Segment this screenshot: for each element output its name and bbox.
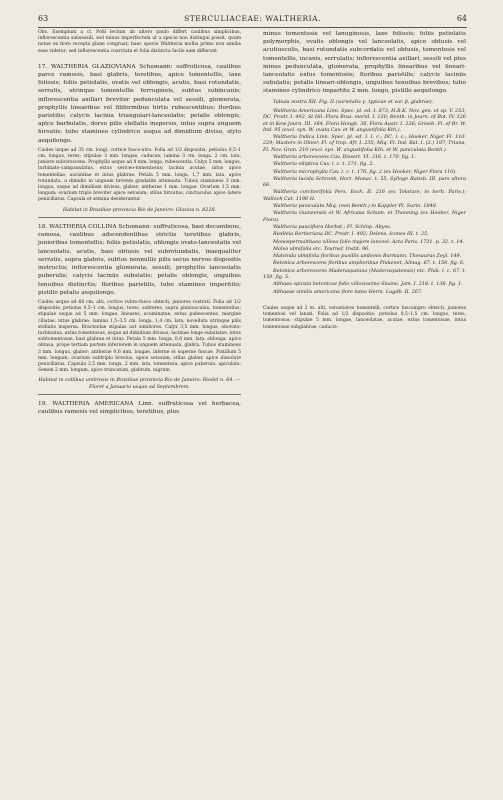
- synonymy-list: [263, 108, 466, 295]
- species-17-habitat: Habitat in Brasiliae provincia Rio de Janeiro: Glaziou n. 8228.: [62, 206, 217, 213]
- page-number-left: 63: [38, 14, 49, 23]
- synonym-entry: Waltheria paniculata Miq. (non Benth.) in Kappler Pl. Surin. 1848.: [273, 203, 438, 210]
- section-divider: [38, 394, 241, 395]
- synonym-entry: Waltheria corchorifolia Pers. Esch. II. 216 (ex Teloture, in herb. Paris.); Walloch Cat. 1196 H.: [263, 189, 466, 202]
- species-19-diagnosis: 19. WALTHERIA AMERICANA Linn. suffruticosa vel herbacea, caulibus ramosis vel simplicibus, teretibus, plus: [38, 401, 241, 416]
- running-title: STERCULIACEAE: WALTHERIA.: [184, 14, 321, 23]
- species-18-diagnosis: 18. WALTHERIA COLLINA Schumann: suffruticosa, basi decumbens, ramosa, caulibus adscendentibus strictis teretibus glabris, junioribus tomentellis; foliis petiolatis, oblongis ovato-lanceolatis vel lanceolatis, acutis, basi obtusis vel subrotundatis, inaequaliter serratis, supra glabris, subtus nonnullis pilis secus nervos dispositis instructis; inflorescentia glomerata, sessili, prophyllis lanceolatis puberulis; calycis laciniis subulatis; petalis oblongis, unguibus tenuibus distinctis; floribus paristilis, tubo stamineo imperitito; pistillo petalis aequilongo.: [38, 224, 241, 296]
- synonym-entry: Althaea spicata betonicae folio villosissimo Sloane, Jam. I. 218. t. 138. fig. 1.: [273, 281, 463, 288]
- synonym-entry: Waltheria Guineensis et W. Africana Schum. et Thonning (ex Hooker, Niger Flora).: [263, 210, 466, 223]
- synonym-entry: Althaeae similis americana flore luteo Herm. Lugdb. II. 267.: [273, 288, 423, 295]
- synonym-entry: Waltheria pauciflora Horbst.; Fl. Schinp. Abyss.: [273, 223, 392, 230]
- species-19-diagnosis-cont: minus tomentosis vel lanuginosis, laxe foliosis; foliis petiolatis polymorphis, ovatis oblongis vel lanceolatis, apice obtusis vel acutiusculis, basi rotundatis subcordatis vel obtusis, tomentosis vel tomentellis, incanis, serrulatis; inflorescentia axillari, sessili vel plus minus pedunculata, glomerata, prophyllis linearibus vel lineari-lanceolatis extus tomentosis; floribus paristilis; calycis laciniis subulatis; petalis lineari-oblongis, unguibus tenuibus brevibus; tubo stamineo cylindrico impartito 2 mm. longo, pistillo aequilongo.: [263, 31, 466, 95]
- species-19-description: Caules usque ad 2 m. alti, vetustiores tomentelli, cortice fuscoingro obtecti, juniores tomentosi vel lanati. Folia ad 1/2 dispositis; petiolus 0,5–1,5 cm. longus, teres, tomentosus; stipulae 5 mm. longae, lanceolatae, acutae, extus tomentosae, intus tomentosae subglabrae, caducis-: [263, 305, 466, 330]
- synonym-entry: Waltheria Americana Linn. Spec. pl. ed. I. 673; H.B.K. Nov. gen. et sp. V. 253; DC. Prodr. I. 492; St Hil. Flora Bras. merid. I. 120; Benth. in Journ. of Bot. IV. 126 et in Kew Journ. III. 164, Flora Hongk. 38, Flora Austr. I. 226; Griseb. Fl. of Br. W. Ind. 95 (excl. syn. W. ovata Cav. et W. angustifolia Kth.).: [263, 107, 466, 133]
- synonym-entry: Riedleia Bertieriana DC. Prodr. I. 492; Delens. Icones III. t. 25.: [273, 231, 429, 238]
- right-column: [263, 30, 466, 334]
- synonym-entry: Waltheria Indica Linn. Spec. pl. ed. I. I. c.; DC. l. c.; Hooker, Niger Fl. 110. 229; Masters in Oliver, Fl. of trop. Afr. I. 235; Miq. Fl. Ind. Bat. I. (2.) 187; Triana, Fl. Nov. Gran. 210 (excl. syn. W. angustifolia Kth. et W. paniculata Benth.).: [263, 134, 466, 153]
- species-17-diagnosis: 17. WALTHERIA GLAZIOVIANA Schumann: suffruticosa, caulibus parce ramosis, basi glabris, teretibus, apice tomentellis, laxe foliosis; foliis petiolatis, ovatis vel oblongis, acutis, basi rotundatis, serratis, utrinque tomentellis ferrugineis, subtus subincanis; inflorescentia axillari breviter pedunculata vel sessili, glomerata, prophyllis linearibus vel filiformibus hirtis rubescentibus; floribus paristilis; calycis lacinia triangulari-lanceolatis; petalis oblongis, apice barbulatis, dorso pilis stellatis inspersis, intus supra unguem hirsutis; tubo stamineo cylindrico usque ad dimidium diviso, stylo aequilongo.: [38, 63, 241, 144]
- header-rule: [38, 27, 467, 28]
- synonym-entry: Betonica arborescens floribus amplioribus Plukenet, Almag. 67. t. 150. fig. 6.: [273, 260, 465, 267]
- running-header: [38, 12, 467, 26]
- plate-reference: Tabula nostra XII. Fig. II (varietatis γ. typicae et var. β. glabrae).: [273, 98, 434, 105]
- observation-note: Obs. Exemplum a cl. Pohl lectum ab altero paulo differt caulibus simplicibus, inflorescentia subsessili, sed minus imperfectum ut a specie non distingui possit, quum notae ex flore recepta plane congruat; haec specie Waltheria mollis primo non similis esse videtur; sed inflorescentia coarctata et folia distincta facile eam differunt.: [38, 30, 241, 54]
- species-18-habitat: Habitat in collibus umbrosis in Brasiliae provincia Rio de Janeiro: Riedel n. 64. — Floret a Januario usque ad Septembrem.: [38, 377, 241, 390]
- synonym-entry: Waltheria lucida Schrank, Hort. Monac. t. 55, Sylloge Ratisb. III. pars altera 66.: [263, 175, 466, 189]
- species-17-description: Caules usque ad 35 cm. longi, cortice fusco-atro. Folia ad 1/2 dispositis; petiolus 0,5–1 cm. longus, teres; stipulae 3 mm. longae, caducae; lamina 3 cm. longa, 2 cm. lata, juniore subvirescens. Prophylla usque ad 8 mm. longa, rubescentia. Calyx 5 mm. longus, turbinato-campanulatus, extus sericeo-tomentosus; lacinia acutae, intus apice tomentellae, aurantiae et intus glabrae. Petala 5 mm. longa, 1,7 mm. lata, apice rotundata, a dimidio in unguem brevem gradatim attenuata. Tubus stamineus 3 mm. longus, usque ad dimidium divisus, glaber; antherae 1 mm. longae. Ovarium 1,5 mm. longum; ovarium triplo breviter apice setosum; stilus hirsutus, cinctaculus apice latere penicillatus. Capsula et semina desiderantur.: [38, 147, 241, 203]
- species-18-description: Caules usque ad 60 cm. alti, cortice rubro-fusco obtecti, juniores rostrati. Folia ad 1/2 dispositis; petiolus 0,5–1 cm. longus, teres, subteres, supra planiusculus, tomentellus; stipulae usque ad 5 mm. longae, lineares, acuminatae, extus pubescentes, margine ciliatae, intus glabrae; lamina 1,5–3,5 cm. longa, 1,4 cm. lata, novelluta utrinque pilis stellatis inspersa. Bracteolae stipulas aut similiores. Calyx 3,5 mm. longus, obovato-turbinatus, extus tomentosus, usque ad dimidium divisus; laciniae longe subulatae, intus subtomentosae, basi glabrae et intus. Petala 5 mm. longa, 0,8 mm. lata, oblonga, apice obtusa, prope tertiam partem inferiorem in unguem attenuata, glabra. Tubus stamineus 3 mm. longus, glaber; antherae 0,6 mm. longae, inferne et superne fuscae. Pistillum 5 mm. longum; ovarium subtriplo brevius, apice setosum; stilus glaber, apice dissolute penicillatus. Capsula 2,5 mm. longa, 2 mm. lata, tomentosa, apice puberula, apiculata. Semen 2 mm. longum, apice truncatum, glabrum, nigrum.: [38, 299, 241, 374]
- synonym-entry: Betonica arborescens Maderaspatana (Maderaspatensis) etc. Pluk. l. c. 67. t. 150. fig. 5.: [263, 267, 466, 281]
- synonym-entry: Malva ulmifolia etc. Tournef. Instit. 96.: [273, 245, 370, 252]
- synonym-entry: Malvinda ulmifolia floribus pusillis umbonis Burmann, Thesaurus Zeyl. 149.: [273, 253, 462, 260]
- page-number-right: 64: [456, 14, 467, 23]
- synonym-entry: Waltheria microphylla Cav. l. c. t. 170. fig. 2 (ex Hooker, Niger Flora 110).: [273, 168, 457, 175]
- synonym-entry: Monospermalthaea villosa folio majore lanceol. Acta Paris. 1731. p. 32. t. 14.: [273, 238, 465, 245]
- synonym-entry: Waltheria arborescens Cav. Dissert. VI. 316. t. 170. fig. 1.: [273, 154, 416, 160]
- synonym-entry: Waltheria elliptica Cav. l. c. t. 171. fig. 2.: [273, 161, 375, 168]
- left-column: [38, 30, 241, 420]
- section-divider: [38, 217, 241, 218]
